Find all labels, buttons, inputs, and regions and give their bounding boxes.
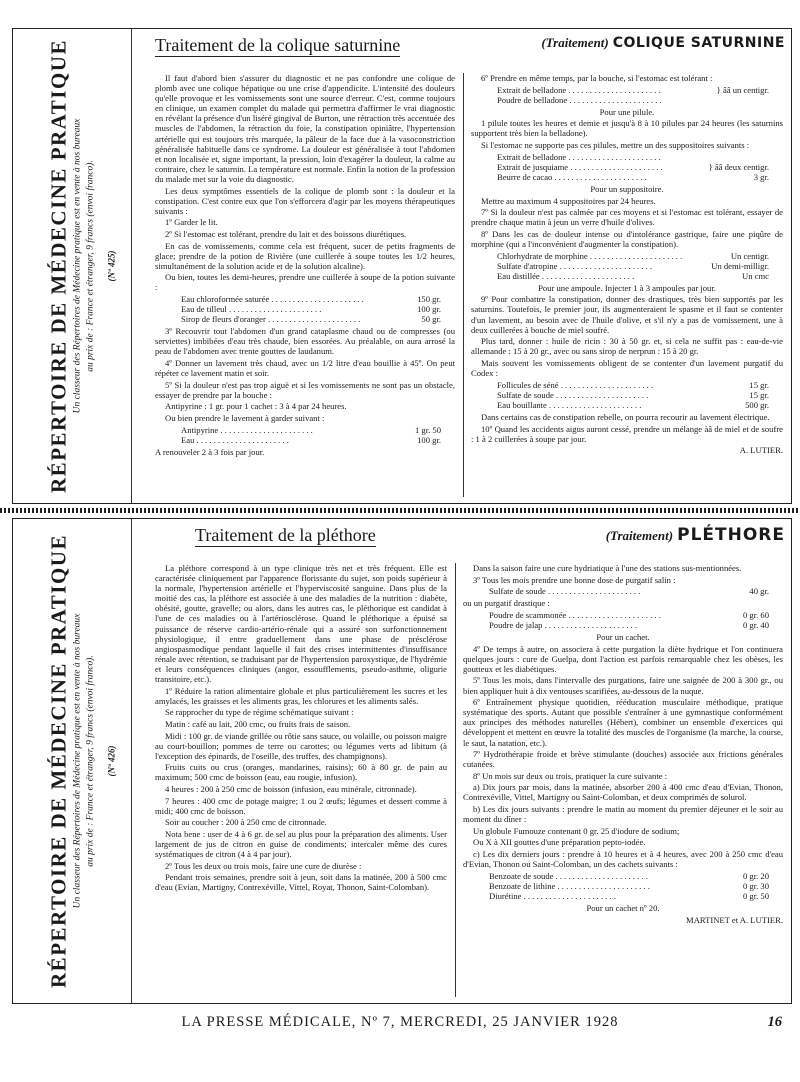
column-divider	[463, 73, 464, 497]
paragraph: 2º Si l'estomac est tolérant, prendre du lait et des boissons diurétiques.	[165, 228, 407, 239]
paragraph: Ou X à XII gouttes d'une préparation pepto-iodée.	[473, 837, 646, 848]
category-tag: (Traitement) COLIQUE SATURNINE	[541, 35, 785, 51]
paragraph: Antipyrine : 1 gr. pour 1 cachet : 3 à 4 par 24 heures.	[165, 401, 347, 412]
paragraph: ou un purgatif drastique :	[463, 598, 550, 609]
paragraph: 9º Pour combattre la constipation, donner des drastiques, très bien supportés par les saturnins. Toutefois, le premier jour, ils augmenteraient le spasme et il faut se contenter d'un lavement, au besoin avec de l'huile d'olive, et s'il n'y a pas de vomissement, une à deux cuillerées à bouche de miel soufré.	[471, 294, 783, 335]
spine-title: RÉPERTOIRE DE MÉDECINE PRATIQUE	[46, 39, 71, 493]
paragraph: 6º Entraînement physique quotidien, rééducation musculaire méthodique, pratique systématique des sports. Autant que possible s'entraîner à une gymnastique conformément aux principes des méthodes naturelles (Hébert), combiner un ensemble d'exercices qui développent et mettent en œuvre la totalité des muscles de l'organisme (la marche, la course, le saut, la natation, etc.).	[463, 697, 783, 748]
paragraph: Pour une ampoule. Injecter 1 à 3 ampoules par jour.	[538, 282, 716, 293]
paragraph: 7º Si la douleur n'est pas calmée par ces moyens et si l'estomac est tolérant, essayer de prendre chaque matin à jeun un verre d'huile d'olives.	[471, 207, 783, 228]
left-column	[155, 563, 447, 894]
prescription	[489, 871, 783, 901]
paragraph: Il faut d'abord bien s'assurer du diagnostic et ne pas confondre une colique de plomb avec une colique hépatique ou une crise d'appendicite. L'intensité des douleurs qu'elle provoque et les vomissements sont une source d'erreur. C'est, comme toujours en clinique, un examen complet du malade qui permettra d'affirmer le vrai diagnostic en révélant la présence d'un liséré gingival de Burton, une rétraction très accentuée des muscles de l'abdomen, la rétraction du foie, la constipation opiniâtre, l'hypertension artérielle qui est toujours très marquée, la pâleur de la face due à la vasoconstriction généralisée habituelle dans ce syndrome. La douleur est généralisée à tout l'abdomen et non localisée et, signe important, la pression, loin d'exagérer la douleur, la calme au contraire, chez le saturnin. La température est normale. Enfin la notion de la profession du malade met sur la voie du diagnostic.	[155, 73, 455, 184]
paragraph: En cas de vomissements, comme cela est fréquent, sucer de petits fragments de glace; prendre de la potion de Rivière (une cuillerée à soupe toutes les 1/2 heures, simultanément de la solution acide et de la solution alcaline).	[155, 240, 455, 271]
prescription-line: Extrait de jusquiame . . . } ââ deux centigr.	[497, 162, 783, 172]
card-number: (Nº 426)	[106, 745, 117, 777]
prescription-line: Poudre de jalap . . . 0 gr. 40	[489, 620, 783, 630]
paragraph: Fruits cuits ou crus (oranges, mandarines, raisins); 60 à 80 gr. de pain au maximum; 500 cmc de boisson (eau, eau rougie, infusion).	[155, 762, 447, 783]
prescription-line: Eau . . . 100 gr.	[181, 435, 455, 445]
paragraph: Ou bien prendre le lavement à garder suivant :	[165, 413, 325, 423]
prescription	[497, 251, 783, 281]
paragraph: a) Dix jours par mois, dans la matinée, absorber 200 à 400 cmc d'eau d'Evian, Thonon, Contrexéville, Vittel, Martigny ou Saint-Colomban, et deux comprimés de solurol.	[463, 782, 783, 803]
paragraph: Pendant trois semaines, prendre soit à jeun, soit dans la matinée, 200 à 500 cmc d'eau (Evian, Martigny, Contrexéville, Vittel, Royat, Thonon, Saint-Colomban).	[155, 872, 447, 893]
prescription-line: Sulfate d'atropine . . . Un demi-milligr.	[497, 261, 783, 271]
category-tag: (Traitement) PLÉTHORE	[605, 525, 785, 545]
paragraph: 7º Hydrothérapie froide et brève stimulante (douches) associée aux frictions générales cutanées.	[463, 749, 783, 770]
prescription-line: Benzoate de soude . . . 0 gr. 20	[489, 871, 783, 881]
prescription-line: Poudre de scammonée . . . 0 gr. 60	[489, 610, 783, 620]
spine-subtitle-2: au prix de : France et étranger, 9 francs (envoi franco).	[85, 160, 96, 372]
paragraph: Pour un cachet nº 20.	[586, 902, 660, 913]
paragraph: La pléthore correspond à un type clinique très net et très fréquent. Elle est caractérisée cliniquement par l'apparence florissante du sujet, son poids supérieur à la normale, l'hypertension artérielle et l'hyperviscosité sanguine. Dans plus de la moitié des cas, la pléthore est associée à une des maladies de la nutrition : diabète, obésité, goutte, gravelle; ou alors, dans les autres cas, le pléthorique est candidat à l'une de ces maladies ou à l'artériosclérose. Quand le pléthorique a épuisé sa puissance de réserve cardio-artério-rénale qui a assuré son surfonctionnement physiologique, il entre graduellement dans une phase de présclérose angiospasmodique pendant laquelle il fait des crises intermittentes d'insuffisance rénale avec rétention, se traduisant par de l'hypertension paroxystique, de l'hydrémie et leurs conséquences cliniques (angor, essoufflements, pseudo-asthme, oligurie transitoire, etc.).	[155, 563, 447, 685]
paragraph: Les deux symptômes essentiels de la colique de plomb sont : la douleur et la constipation. C'est contre eux que l'on s'efforcera d'agir par les moyens thérapeutiques suivants :	[155, 185, 455, 216]
prescription-line: Sirop de fleurs d'oranger . . . 50 gr.	[181, 314, 455, 324]
page-number: 16	[767, 1014, 782, 1030]
prescription-line: Chlorhydrate de morphine . . . Un centigr.	[497, 251, 783, 261]
paragraph: Dans la saison faire une cure hydriatique à l'une des stations sus-mentionnées.	[473, 563, 742, 573]
paragraph: 5º Si la douleur n'est pas trop aiguë et si les vomissements ne sont pas un obstacle, essayer de prendre par la bouche :	[155, 379, 455, 400]
prescription-line: Diurétine . . . 0 gr. 50	[489, 891, 783, 901]
card-number: (Nº 425)	[106, 250, 117, 282]
prescription-line: Eau distillée . . . Un cmc	[497, 271, 783, 281]
paragraph: 4 heures : 200 à 250 cmc de boisson (infusion, eau minérale, citronnade).	[165, 783, 417, 794]
right-column	[463, 563, 783, 926]
paragraph: 5º Tous les mois, dans l'intervalle des purgations, faire une saignée de 200 à 300 gr., ou bien appliquer huit à dix ventouses scarifiées, au-dessous de la nuque.	[463, 675, 783, 696]
prescription-line: Benzoate de lithine . . . 0 gr. 30	[489, 881, 783, 891]
prescription-line: Eau bouillante . . . 500 gr.	[497, 400, 783, 410]
author-signature: A. LUTIER.	[739, 445, 783, 456]
article-title: Traitement de la pléthore	[195, 525, 376, 545]
column-divider	[455, 563, 456, 997]
paragraph: Plus tard, donner : huile de ricin : 30 à 50 gr. et, si cela ne suffit pas : eau-de-vie allemande : 15 à 20 gr., avec ou sans sirop de nerprun : 15 à 20 gr.	[471, 336, 783, 357]
paragraph: 10º Quand les accidents aigus auront cessé, prendre un mélange àâ de miel et de soufre : 1 à 2 cuillerées à soupe par jour.	[471, 423, 783, 444]
card-spine	[13, 29, 132, 503]
paragraph: Ou bien, toutes les demi-heures, prendre une cuillerée à soupe de la potion suivante :	[155, 272, 455, 293]
paragraph: Nota bene : user de 4 à 6 gr. de sel au plus pour la préparation des aliments. User largement de jus de citron en guise de condiments; intercaler même des cures systématiques de citron (4 à 4 par jour).	[155, 828, 447, 860]
paragraph: A renouveler 2 à 3 fois par jour.	[155, 446, 265, 457]
paragraph: 3º Tous les mois prendre une bonne dose de purgatif salin :	[473, 574, 676, 585]
prescription-line: Beurre de cacao . . . 3 gr.	[497, 172, 783, 182]
author-signature: MARTINET et A. LUTIER.	[686, 914, 783, 925]
paragraph: 7 heures : 400 cmc de potage maigre; 1 ou 2 œufs; légumes et dessert comme à midi; 400 cmc de boisson.	[155, 795, 447, 816]
paragraph: Pour un cachet.	[596, 632, 650, 643]
prescription-line: Extrait de belladone . . .	[497, 152, 783, 162]
spine-subtitle-1: Un classeur des Répertoires de Médecine pratique est en vente à nos bureaux	[72, 613, 83, 909]
paragraph: 4º Donner un lavement très chaud, avec un 1/2 litre d'eau bouillie à 45º. On peut répéter ce lavement matin et soir.	[155, 358, 455, 379]
prescription	[181, 294, 455, 324]
paragraph: Soir au coucher : 200 à 250 cmc de citronnade.	[165, 817, 327, 828]
repertoire-card-426	[12, 518, 792, 1004]
paragraph: Si l'estomac ne supporte pas ces pilules, mettre un des suppositoires suivants :	[481, 140, 750, 151]
paragraph: Matin : café au lait, 200 cmc, ou fruits frais de saison.	[165, 718, 351, 729]
prescription-line: Eau de tilleul . . . 100 gr.	[181, 304, 455, 314]
journal-masthead: LA PRESSE MÉDICALE, Nº 7, MERCREDI, 25 JANVIER 1928	[181, 1014, 619, 1030]
paragraph: 4º De temps à autre, on associera à cette purgation la diète hydrique et l'on continuera quelques jours : cure de Guelpa, dont l'action est parfois remarquable chez les obèses, les goutteux et les diabétiques.	[463, 643, 783, 674]
spine-subtitle-1: Un classeur des Répertoires de Médecine pratique est en vente à nos bureaux	[72, 118, 83, 414]
paragraph: 1º Réduire la ration alimentaire globale et plus particulièrement les sucres et les amylacés, les graisses et les aliments gras, les chlorures et les aliments salés.	[155, 685, 447, 706]
prescription-line: Sulfate de soude . . . 15 gr.	[497, 390, 783, 400]
paragraph: 1º Garder le lit.	[165, 217, 218, 228]
paragraph: 8º Un mois sur deux ou trois, pratiquer la cure suivante :	[473, 770, 668, 781]
prescription	[497, 85, 783, 105]
paragraph: 2º Tous les deux ou trois mois, faire une cure de diurèse :	[165, 860, 362, 871]
prescription-line: Extrait de belladone . . . } ââ un centigr.	[497, 85, 783, 95]
paragraph: Un globule Fumouze contenant 0 gr. 25 d'iodure de sodium;	[473, 825, 680, 836]
paragraph: 3º Recouvrir tout l'abdomen d'un grand cataplasme chaud ou de compresses (ou serviettes) imbibées d'eau très chaude, bien essorées. Au préalable, on aura arrosé la peau de l'abdomen avec trente gouttes de laudanum.	[155, 326, 455, 357]
paragraph: Mettre au maximum 4 suppositoires par 24 heures.	[481, 195, 656, 206]
prescription	[489, 610, 783, 630]
left-column	[155, 73, 455, 458]
prescription	[497, 152, 783, 182]
card-spine	[13, 519, 132, 1003]
prescription	[489, 586, 783, 596]
page-footer	[0, 1014, 800, 1036]
prescription	[497, 380, 783, 410]
article-title: Traitement de la colique saturnine	[155, 35, 401, 55]
paragraph: b) Les dix jours suivants : prendre le matin au moment du premier déjeuner et le soir au moment du dîner :	[463, 804, 783, 825]
prescription-line: Sulfate de soude . . . 40 gr.	[489, 586, 783, 596]
paragraph: c) Les dix derniers jours : prendre à 10 heures et à 4 heures, avec 200 à 250 cmc d'eau d'Evian, Thonon ou Saint-Colomban, un des cachets suivants :	[463, 848, 783, 870]
prescription	[181, 425, 455, 445]
paragraph: 6º Prendre en même temps, par la bouche, si l'estomac est tolérant :	[481, 73, 713, 83]
paragraph: Pour une pilule.	[599, 106, 655, 117]
paragraph: 1 pilule toutes les heures et demie et jusqu'à 8 à 10 pilules par 24 heures (les saturnins supportent très bien la belladone).	[471, 118, 783, 139]
paragraph: Se rapprocher du type de régime schématique suivant :	[165, 707, 354, 718]
paragraph: Midi : 100 gr. de viande grillée ou rôtie sans sauce, ou volaille, ou poisson maigre au court-bouillon; pommes de terre ou carottes; ou légumes verts ad libitum (à l'exception des épinards, de l'oseille, des truffes, des champignons).	[155, 730, 447, 761]
paragraph: Mais souvent les vomissements obligent de se contenter d'un lavement purgatif du Codex :	[471, 357, 783, 379]
spine-subtitle-2: au prix de : France et étranger, 9 francs (envoi franco).	[85, 655, 96, 867]
prescription-line: Antipyrine . . . 1 gr. 50	[181, 425, 455, 435]
right-column	[471, 73, 783, 457]
spine-title: RÉPERTOIRE DE MÉDECINE PRATIQUE	[46, 534, 71, 988]
repertoire-card-425	[12, 28, 792, 504]
card-separator	[0, 508, 800, 513]
paragraph: 8º Dans les cas de douleur intense ou d'intolérance gastrique, faire une piqûre de morphine (qui a l'inconvénient d'augmenter la constipation).	[471, 228, 783, 249]
paragraph: Pour un suppositoire.	[590, 183, 664, 194]
prescription-line: Poudre de belladone . . .	[497, 95, 783, 105]
prescription-line: Eau chloroformée saturée . . . 150 gr.	[181, 294, 455, 304]
paragraph: Dans certains cas de constipation rebelle, on pourra recourir au lavement électrique.	[481, 411, 770, 422]
prescription-line: Follicules de séné . . . 15 gr.	[497, 380, 783, 390]
